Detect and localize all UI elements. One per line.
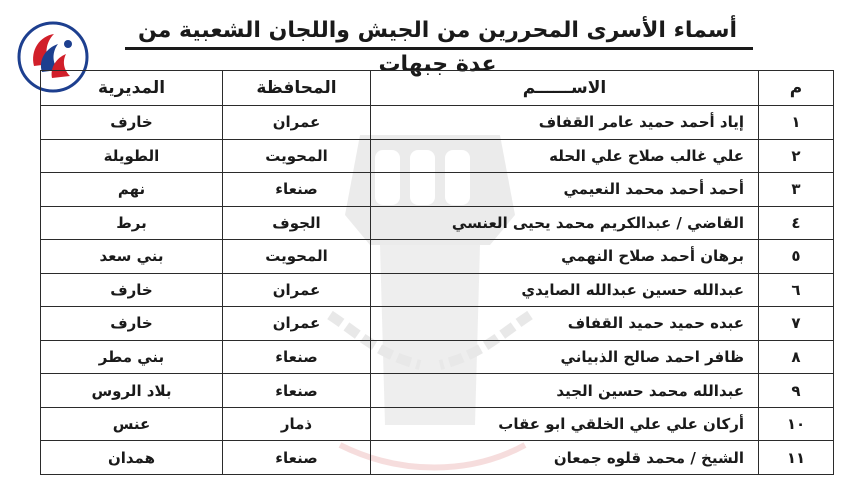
table-row [41,139,834,173]
column-header-directorate: المديرية [41,71,223,106]
governorate-cell: المحويت [223,139,371,173]
prisoner-name: أركان علي علي الخلقي ابو عقاب [371,407,759,441]
directorate-cell: خارف [41,273,223,307]
table-row [41,206,834,240]
governorate-cell: صنعاء [223,374,371,408]
prisoner-name: عبده حميد حميد القفاف [371,307,759,341]
table-header-row [41,71,834,106]
prisoner-name: إياد أحمد حميد عامر القفاف [371,106,759,140]
table-row [41,441,834,475]
governorate-cell: صنعاء [223,441,371,475]
prisoner-name: عبدالله حسين عبدالله الصايدي [371,273,759,307]
prisoner-name: ظافر احمد صالح الذبياني [371,340,759,374]
page-title: أسماء الأسرى المحررين من الجيش واللجان الشعبية من عدة جبهات [137,18,738,77]
directorate-cell: نهم [41,173,223,207]
table-row [41,407,834,441]
governorate-cell: الجوف [223,206,371,240]
row-number: ١ [759,106,834,140]
row-number: ١٠ [759,407,834,441]
prisoner-name: أحمد أحمد محمد النعيمي [371,173,759,207]
prisoners-table [40,70,834,475]
column-header-name: الاســــــم [371,71,759,106]
directorate-cell: بني سعد [41,240,223,274]
table-row [41,173,834,207]
governorate-cell: المحويت [223,240,371,274]
column-header-number: م [759,71,834,106]
governorate-cell: صنعاء [223,173,371,207]
row-number: ٣ [759,173,834,207]
row-number: ٤ [759,206,834,240]
directorate-cell: خارف [41,106,223,140]
prisoner-name: الشيخ / محمد قلوه جمعان [371,441,759,475]
prisoner-name: علي غالب صلاح علي الحله [371,139,759,173]
table-row [41,106,834,140]
row-number: ١١ [759,441,834,475]
row-number: ٩ [759,374,834,408]
directorate-cell: بني مطر [41,340,223,374]
row-number: ٢ [759,139,834,173]
row-number: ٨ [759,340,834,374]
directorate-cell: بلاد الروس [41,374,223,408]
governorate-cell: عمران [223,106,371,140]
prisoner-name: برهان أحمد صلاح النهمي [371,240,759,274]
directorate-cell: برط [41,206,223,240]
table-row [41,374,834,408]
directorate-cell: خارف [41,307,223,341]
directorate-cell: همدان [41,441,223,475]
table-row [41,340,834,374]
governorate-cell: صنعاء [223,340,371,374]
row-number: ٧ [759,307,834,341]
prisoner-name: عبدالله محمد حسين الجيد [371,374,759,408]
directorate-cell: الطويلة [41,139,223,173]
table-row [41,273,834,307]
title-underline [125,47,753,50]
governorate-cell: عمران [223,307,371,341]
row-number: ٦ [759,273,834,307]
column-header-governorate: المحافظة [223,71,371,106]
table-row [41,240,834,274]
row-number: ٥ [759,240,834,274]
table-row [41,307,834,341]
governorate-cell: عمران [223,273,371,307]
directorate-cell: عنس [41,407,223,441]
prisoner-name: القاضي / عبدالكريم محمد يحيى العنسي [371,206,759,240]
governorate-cell: ذمار [223,407,371,441]
